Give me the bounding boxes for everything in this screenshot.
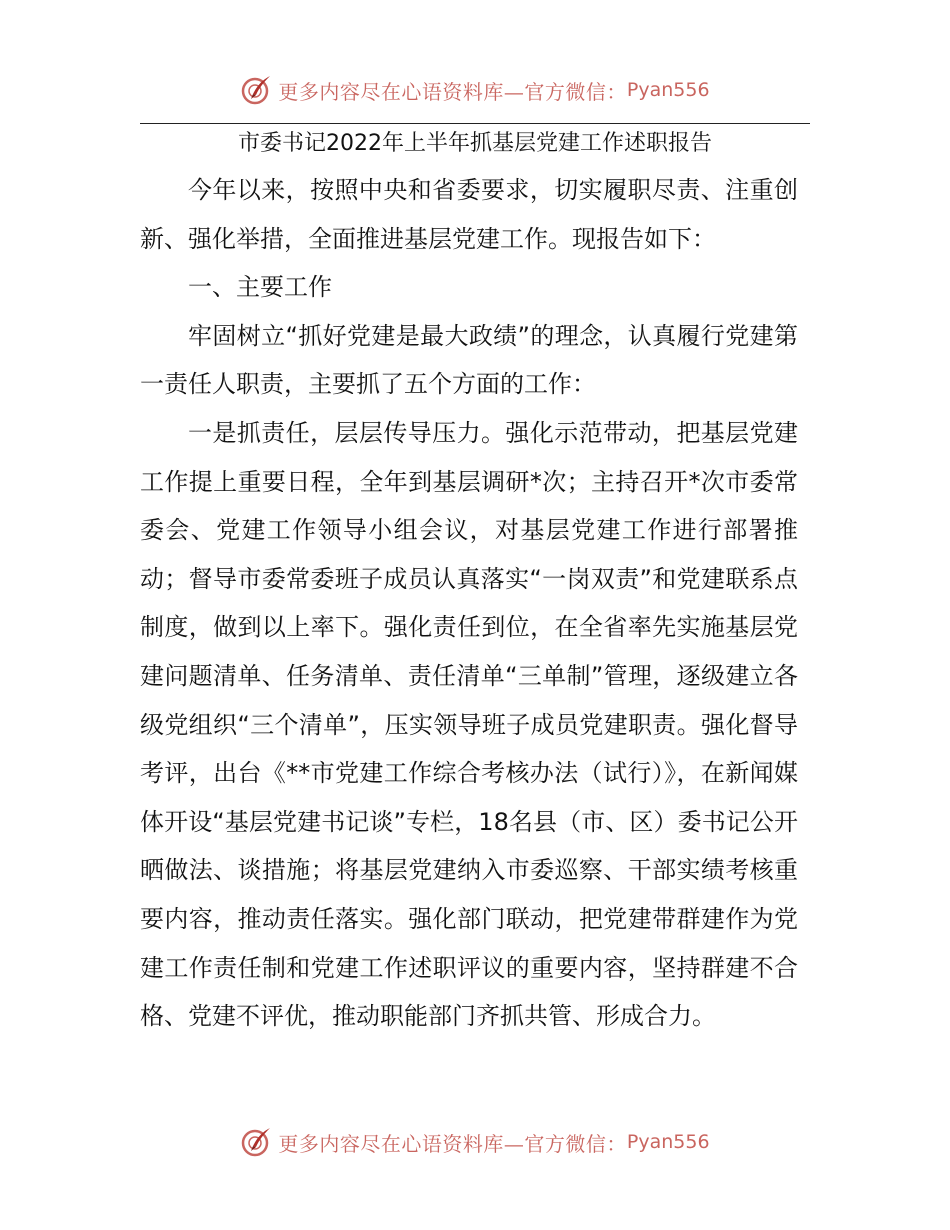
- document-title: 市委书记2022年上半年抓基层党建工作述职报告: [238, 131, 712, 156]
- paragraph-responsibility: 一是抓责任，层层传导压力。强化示范带动，把基层党建工作提上重要日程，全年到基层调研*次；主持召开*次市委常委会、党建工作领导小组会议，对基层党建工作进行部署推动；督导市委常委班子成员认真落实“一岗双责”和党建联系点制度，做到以上率下。强化责任到位，在全省率先实施基层党建问题清单、任务清单、责任清单“三单制”管理，逐级建立各级党组织“三个清单”，压实领导班子成员党建职责。强化督导考评，出台《**市党建工作综合考核办法（试行）》，在新闻媒体开设“基层党建书记谈”专栏，18名县（市、区）委书记公开晒做法、谈措施；将基层党建纳入市委巡察、干部实绩考核重要内容，推动责任落实。强化部门联动，把党建带群建作为党建工作责任制和党建工作述职评议的重要内容，坚持群建不合格、党建不评优，推动职能部门齐抓共管、形成合力。: [140, 418, 798, 1031]
- footer-watermark: [0, 1122, 950, 1162]
- document-body: [140, 166, 798, 1041]
- quill-pen-logo-icon: [240, 73, 274, 107]
- watermark-wechat-id: Pyan556: [626, 1131, 710, 1153]
- quill-pen-logo-icon: [240, 1125, 274, 1159]
- watermark-wechat-id: Pyan556: [626, 79, 710, 101]
- watermark-text: 更多内容尽在心语资料库—官方微信：: [278, 79, 627, 104]
- section-heading: 一、主要工作: [188, 273, 332, 302]
- title-divider: [140, 123, 810, 124]
- paragraph-intro: 今年以来，按照中央和省委要求，切实履职尽责、注重创新、强化举措，全面推进基层党建工作。现报告如下：: [140, 176, 798, 253]
- paragraph-summary: 牢固树立“抓好党建是最大政绩”的理念，认真履行党建第一责任人职责，主要抓了五个方面的工作：: [140, 321, 798, 399]
- header-watermark: [0, 70, 950, 110]
- watermark-text: 更多内容尽在心语资料库—官方微信：: [278, 1131, 627, 1156]
